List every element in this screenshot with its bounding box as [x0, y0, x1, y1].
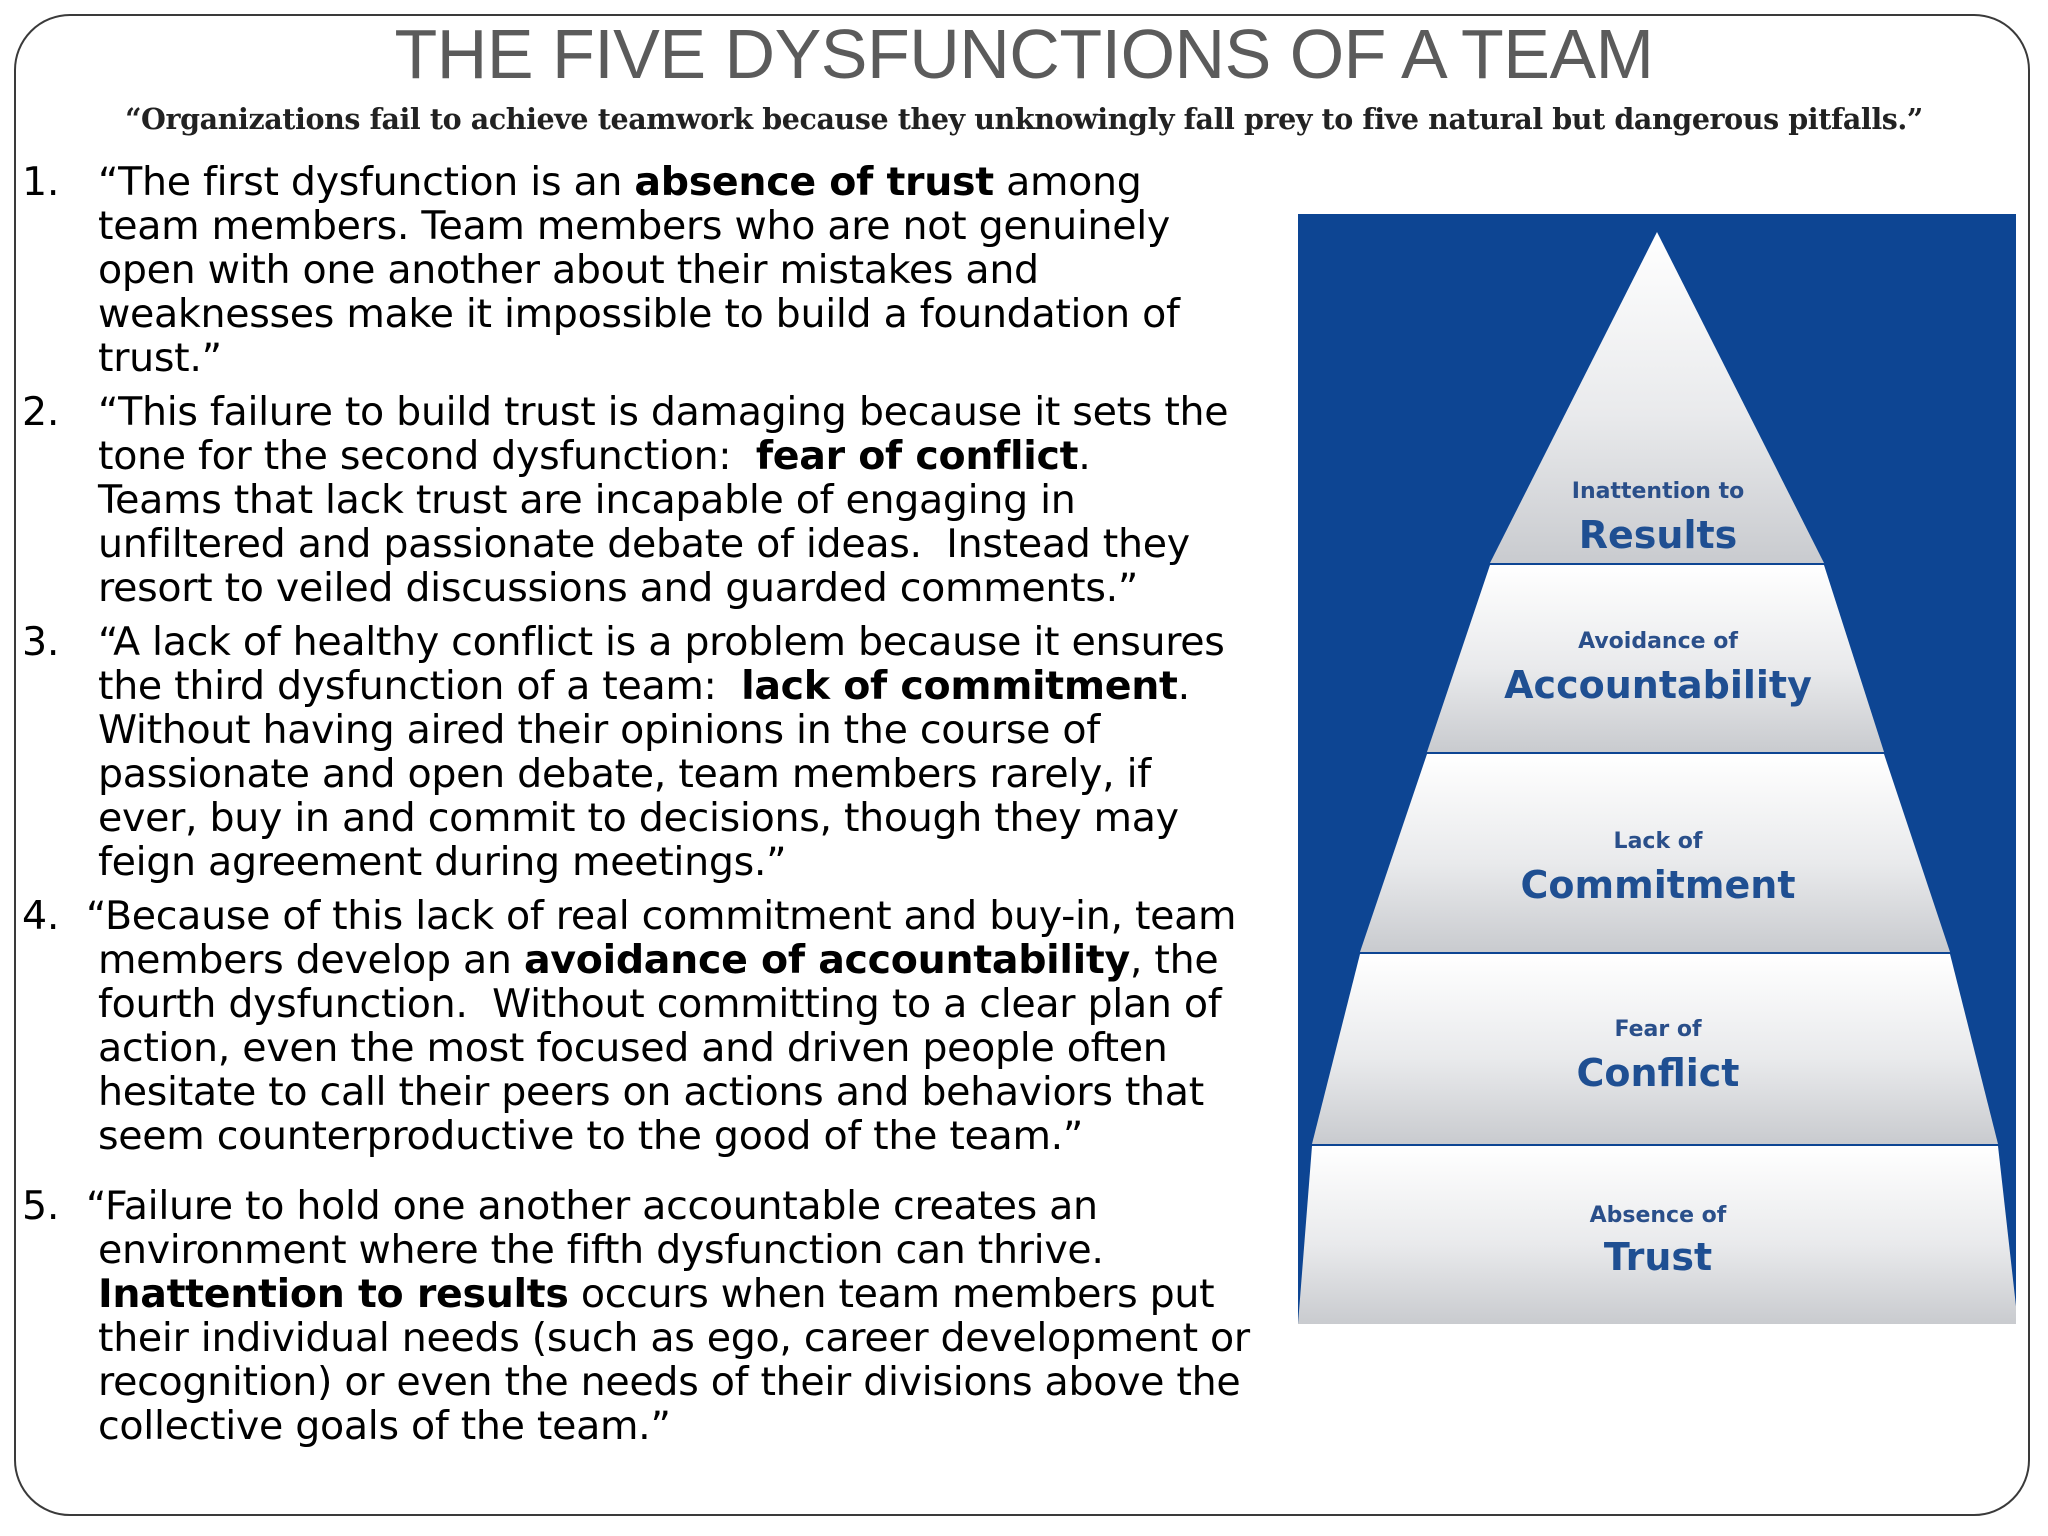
- text-line: Without having aired their opinions in the course of: [98, 707, 1100, 753]
- text-line: fourth dysfunction. Without committing to a clear plan of: [98, 981, 1222, 1027]
- key-term: absence of trust: [634, 159, 994, 205]
- dysfunction-item-3: [22, 620, 1282, 884]
- item-number: 5.: [22, 1183, 60, 1229]
- pyramid-label-big: Accountability: [1504, 663, 1812, 707]
- pyramid-label-small: Inattention to: [1571, 479, 1745, 504]
- text-line: recognition) or even the needs of their divisions above the: [98, 1359, 1241, 1405]
- dysfunction-item-2: [22, 390, 1282, 610]
- slide-title: THE FIVE DYSFUNCTIONS OF A TEAM: [394, 15, 1654, 93]
- dysfunction-item-5: [22, 1184, 1282, 1448]
- text-line: team members. Team members who are not genuinely: [98, 203, 1171, 249]
- pyramid-tier-conflict: [1312, 954, 1998, 1144]
- key-term: lack of commitment: [741, 663, 1178, 709]
- pyramid-label-big: Trust: [1603, 1235, 1713, 1279]
- text-line: open with one another about their mistakes and: [98, 247, 1039, 293]
- pyramid-label-big: Conflict: [1576, 1051, 1740, 1095]
- pyramid-label-small: Lack of: [1613, 829, 1703, 854]
- pyramid-label-small: Avoidance of: [1578, 629, 1738, 654]
- key-term: avoidance of accountability: [523, 937, 1130, 983]
- text-line: ever, buy in and commit to decisions, though they may: [98, 795, 1179, 841]
- item-number: 3.: [22, 619, 60, 665]
- text-line: feign agreement during meetings.”: [98, 839, 787, 885]
- text-line: the third dysfunction of a team: lack of commitment.: [98, 663, 1190, 709]
- text-line: weaknesses make it impossible to build a foundation of: [98, 291, 1180, 337]
- item-number: 1.: [22, 159, 60, 205]
- item-number: 4.: [22, 893, 60, 939]
- item-number: 2.: [22, 389, 60, 435]
- dysfunction-list: [22, 160, 1282, 1448]
- text-line: passionate and open debate, team members rarely, if: [98, 751, 1151, 797]
- text-line: their individual needs (such as ego, career development or: [98, 1315, 1250, 1361]
- text-line: “This failure to build trust is damaging because it sets the: [98, 389, 1229, 435]
- pyramid-diagram: [1298, 214, 2016, 1324]
- text-line: “Because of this lack of real commitment and buy-in, team: [86, 893, 1237, 939]
- text-line: environment where the fifth dysfunction can thrive.: [98, 1227, 1104, 1273]
- text-line: action, even the most focused and driven people often: [98, 1025, 1168, 1071]
- pyramid-tier-accountability: [1427, 565, 1884, 752]
- text-line: tone for the second dysfunction: fear of conflict.: [98, 433, 1091, 479]
- text-line: collective goals of the team.”: [98, 1403, 671, 1449]
- pyramid-svg: [1298, 214, 2016, 1324]
- text-line: “Failure to hold one another accountable creates an: [86, 1183, 1098, 1229]
- key-term: fear of conflict: [755, 433, 1079, 479]
- text-line: hesitate to call their peers on actions and behaviors that: [98, 1069, 1204, 1115]
- text-line: “A lack of healthy conflict is a problem because it ensures: [98, 619, 1225, 665]
- dysfunction-item-4: [22, 894, 1282, 1158]
- text-line: seem counterproductive to the good of the team.”: [98, 1113, 1084, 1159]
- dysfunction-item-1: [22, 160, 1282, 380]
- pyramid-label-small: Fear of: [1614, 1017, 1702, 1042]
- text-line: members develop an avoidance of accountability, the: [98, 937, 1219, 983]
- text-line: Teams that lack trust are incapable of engaging in: [98, 477, 1076, 523]
- slide-subtitle: “Organizations fail to achieve teamwork because they unknowingly fall prey to five natural but dangerous pitfalls.”: [125, 102, 1923, 136]
- pyramid-label-big: Results: [1578, 513, 1738, 557]
- key-term: Inattention to results: [98, 1271, 569, 1317]
- text-line: “The first dysfunction is an absence of trust among: [98, 159, 1142, 205]
- text-line: resort to veiled discussions and guarded comments.”: [98, 565, 1139, 611]
- pyramid-label-small: Absence of: [1589, 1203, 1727, 1228]
- text-line: unfiltered and passionate debate of ideas. Instead they: [98, 521, 1190, 567]
- pyramid-label-big: Commitment: [1520, 863, 1796, 907]
- text-line: trust.”: [98, 335, 222, 381]
- text-line: Inattention to results occurs when team members put: [98, 1271, 1215, 1317]
